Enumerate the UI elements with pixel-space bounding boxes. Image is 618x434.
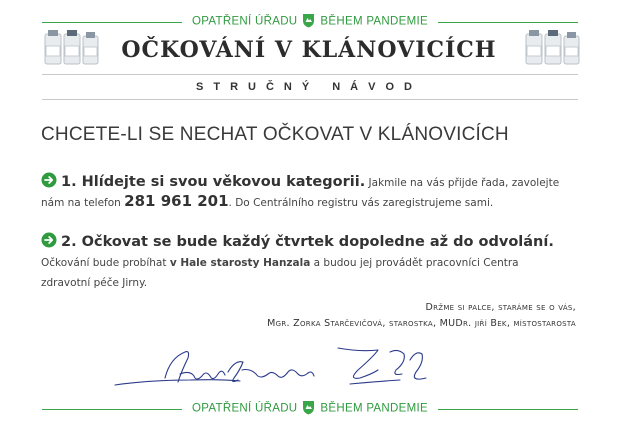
step-1-title: 1. Hlídejte si svou věkovou kategorii.: [61, 174, 366, 190]
closing-line-2: Mgr. Zorka Starčevičová, starostka, MUDr. jiří Bek, místostarosta: [267, 318, 576, 329]
step-2-location: v Hale starosty Hanzala: [169, 257, 311, 269]
bottom-band: [42, 399, 578, 419]
page-title: OČKOVÁNÍ V KLÁNOVICÍCH: [121, 37, 497, 63]
band-left-text: OPATŘENÍ ÚŘADU: [192, 15, 298, 28]
arrow-circle-icon: [41, 232, 57, 248]
step-2-text-b: a budou jej provádět pracovníci Centra zdravotní péče Jirny.: [41, 257, 519, 289]
phone-number: 281 961 201: [124, 192, 229, 210]
section-heading: CHCETE-LI SE NECHAT OČKOVAT V KLÁNOVICÍCH: [41, 124, 509, 145]
band-left-text: OPATŘENÍ ÚŘADU: [192, 402, 298, 415]
band-right-text: BĚHEM PANDEMIE: [320, 15, 428, 28]
step-1-text-a: Jakmile na vás přijde řada, zavolejte nám na telefon: [41, 177, 560, 209]
arrow-circle-icon: [41, 172, 57, 188]
step-2-text-a: Očkování bude probíhat: [41, 257, 170, 269]
subtitle: STRUČNÝ NÁVOD: [196, 81, 422, 93]
closing-line-1: Držme si palce, staráme se o vás,: [425, 302, 576, 313]
shield-icon: [302, 13, 315, 28]
divider-top: [42, 74, 578, 75]
band-right-text: BĚHEM PANDEMIE: [320, 402, 428, 415]
top-band: [42, 12, 578, 32]
step-1: [41, 172, 571, 212]
step-1-text-b: . Do Centrálního registru vás zaregistrujeme sami.: [228, 197, 494, 209]
shield-icon: [302, 400, 315, 415]
step-2: [41, 232, 571, 292]
vaccine-vials-icon: [524, 28, 582, 68]
step-2-title: 2. Očkovat se bude každý čtvrtek dopoledne až do odvolání.: [61, 234, 554, 250]
handwritten-signatures: [110, 340, 440, 395]
divider-bottom: [42, 99, 578, 100]
